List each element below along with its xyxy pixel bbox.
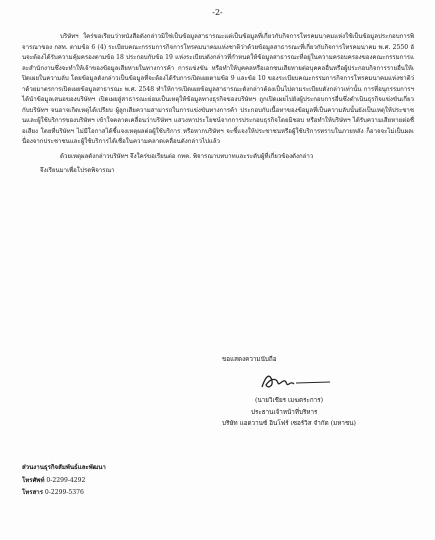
footer-fax-row [22,487,106,500]
signer-name: (นายวิเชียร เมฆตระการ) [255,397,324,404]
fax-number: 0-2299-5376 [44,489,84,496]
body-paragraph-closing-line: จึงเรียนมาเพื่อโปรดพิจารณา [40,167,115,174]
page-number: -2- [212,8,223,17]
fax-label: โทรสาร [22,489,43,496]
complimentary-close: ขอแสดงความนับถือ [222,356,277,363]
signer-block [222,395,402,430]
contact-footer [22,462,106,500]
footer-department: ส่วนงานธุรกิจสัมพันธ์และพัฒนา [22,464,106,471]
phone-number: 0-2299-4292 [46,476,86,484]
handwritten-signature [258,371,338,393]
signer-company: บริษัท แอดวานซ์ อินโฟร์ เซอร์วิส จำกัด (มหาชน) [222,420,357,427]
signer-position: ประธานเจ้าหน้าที่บริหาร [251,408,318,416]
phone-label: โทรศัพท์ [22,476,45,484]
body-paragraph-main: บริษัทฯ ใคร่ขอเรียนว่าหนังสือดังกล่าวมิใช่เป็นข้อมูลสาธารณะแต่เป็นข้อมูลที่เกี่ยวกับกิจการโทรคมนาคมแห่งใช้เป็นข้อมูลประกอบการพิจารณาของ กสท. ตามข้อ 6 (4) ระเบียบคณะกรรมการกิจการโทรคมนาคมแห่งชาติว่าด้วยข้อมูลสาธารณะที่เกี่ยวกับกิจการโทรคมนาคม พ.ศ. 2550 อันจะต้องได้รับความคุ้มครองตามข้อ 18 ประกอบกับข้อ 19 แห่งระเบียบดังกล่าวที่กำหนดให้ข้อมูลสาธารณะที่อยู่ในความครอบครองของคณะกรรมการและสำนักงานซึ่งจะทำให้เจ้าของข้อมูลเสียหายในทางการค้า การแข่งขัน หรือทำให้บุคคลหรือเอกชนเสียหายต่อบุคคลอื่นหรือผู้ประกอบกิจการรายอื่นให้เปิดเผยในความลับ โดยข้อมูลดังกล่าวเป็นข้อมูลที่จะต้องได้รับการเปิดเผยตามข้อ 9 และข้อ 10 ของระเบียบคณะกรรมการกิจการโทรคมนาคมแห่งชาติว่าด้วยมาตรการเปิดเผยข้อมูลสาธารณะ พ.ศ. 2548 ทำให้การเปิดเผยข้อมูลสาธารณะดังกล่าวต้องเป็นไปตามระเบียบดังกล่าวเท่านั้น การที่อนุกรรมการฯ ได้นำข้อมูลเสนอของบริษัทฯ เปิดเผยสู่สาธารณะย่อมเป็นเหตุให้ข้อมูลทางธุรกิจของบริษัทฯ ถูกเปิดเผยไปยังผู้ประกอบการอื่นซึ่งดำเนินธุรกิจแข่งขันเกี่ยวกับบริษัทฯ จนอาจเกิดเหตุได้เปรียบ ผู้ลูกเสียความสามารถในการแข่งขันทางการค้า ประกอบกับเนื้อหาของข้อมูลที่เป็นความลับนั้นยังเป็นเหตุให้ประชาชนและผู้ใช้บริการของบริษัทฯ เข้าใจคลาดเคลื่อนว่าบริษัทฯ แสวงหาประโยชน์จากการประกอบธุรกิจโดยมิชอบ หรือทำให้บริษัทฯ ได้รับความเสียหายต่อชื่อเสียง โดยที่บริษัทฯ ไม่มีโอกาสได้ชี้แจงเหตุผลต่อผู้ใช้บริการ หรือหากบริษัทฯ จะชี้แจงให้ประชาชนหรือผู้ใช้บริการทราบในภายหลัง ก็อาจจะไม่เป็นผลเนื่องจากประชาชนและผู้ใช้บริการได้เชื่อในความคลาดเคลื่อนดังกล่าวไปแล้ว [22,33,414,145]
footer-phone-row [22,475,106,488]
letter-body [22,32,414,177]
body-paragraph-request: ด้วยเหตุผลดังกล่าวบริษัทฯ จึงใคร่ขอเรียนต่อ กทค. พิจารณาบทบาทและระดับผู้ที่เกี่ยวข้องดังกล่าว [60,152,314,160]
